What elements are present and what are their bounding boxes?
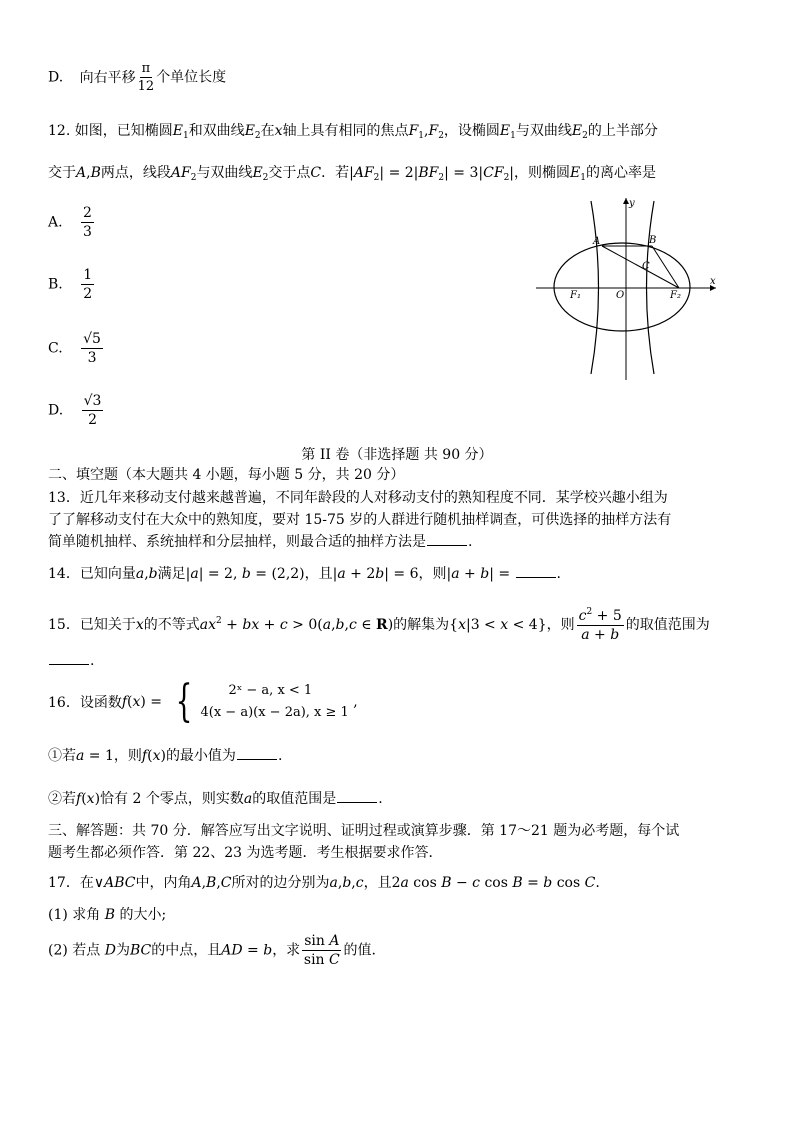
q15-blank: . <box>48 652 94 669</box>
label-x: x <box>710 276 716 287</box>
q16-sub1: ①若a = 1，则f(x)的最小值为 . <box>48 748 283 764</box>
label-a: A <box>593 236 601 247</box>
label-y: y <box>629 198 635 209</box>
q12-option-d: D. $\frac{√3}{2}$ <box>48 393 102 428</box>
answer-blank <box>516 565 556 578</box>
q11-option-d: D. 向右平移 $\frac{\pi}{12}$ 个单位长度 <box>48 61 227 94</box>
fraction: $\frac{c^2 + 5}{a + b}$ <box>578 607 622 643</box>
label-f1: F₁ <box>570 290 581 301</box>
label-o: O <box>616 290 625 301</box>
segment-af2 <box>602 246 679 288</box>
q17-sub2: (2) 若点 D为BC的中点，且AD = b，求 $\frac{\text{sin A}}{\text{sin C}}$ 的值. <box>48 933 376 968</box>
fraction: $\frac{\text{sin A}}{\text{sin C}}$ <box>303 933 340 968</box>
section2-heading: 二、填空题（本大题共 4 小题，每小题 5 分，共 20 分） <box>48 467 405 483</box>
fraction: $\frac{2}{3}$ <box>83 205 92 240</box>
ellipse-hyperbola-figure <box>536 196 720 380</box>
answer-blank <box>337 790 377 803</box>
fraction: $\frac{√5}{3}$ <box>83 331 101 366</box>
q12-option-a: A. $\frac{2}{3}$ <box>48 205 92 240</box>
q12-line2: 交于A,B两点，线段$AF_2$与双曲线$E_2$交于点C．若$|AF_2| = 2|BF_2| = 3|CF_2|$，则椭圆$E_1$的离心率是 <box>48 165 656 183</box>
q13-line2: 了了解移动支付在大众中的熟知度，要对 15-75 岁的人群进行随机抽样调查，可供选择的抽样方法有 <box>48 512 672 528</box>
answer-blank <box>237 747 277 760</box>
fraction: $\frac{\pi}{12}$ <box>137 61 155 94</box>
section3-line1: 三、解答题：共 70 分．解答应写出文字说明、证明过程或演算步骤．第 17～21 题为必考题，每个试 <box>48 823 680 839</box>
section3-line2: 题考生都必须作答．第 22、23 为选考题．考生根据要求作答． <box>48 845 443 861</box>
q13-line3: 简单随机抽样、系统抽样和分层抽样，则最合适的抽样方法是 . <box>48 534 473 550</box>
q17-sub1: (1) 求角 B 的大小; <box>48 907 167 923</box>
q15: 15．已知关于x的不等式$ax^2$ + bx + c > 0(a,b,c ∈ R)的解集为{x|3 < x < 4}，则 $\frac{c^2 + 5}{a + b}$ 的取值范围为 <box>48 607 710 643</box>
section2-title: 第 II 卷（非选择题 共 90 分） <box>301 447 493 463</box>
label-f2: F₂ <box>670 290 681 301</box>
label-b: B <box>649 235 657 246</box>
ellipse <box>554 243 690 331</box>
fraction: $\frac{√3}{2}$ <box>83 393 102 428</box>
answer-blank <box>427 533 467 546</box>
q13-line1: 13．近几年来移动支付越来越普遍，不同年龄段的人对移动支付的熟知程度不同．某学校兴趣小组为 <box>48 490 668 506</box>
q16: 16．设函数f(x) = { 2ˣ − a, x < 1 4(x − a)(x − 2a), x ≥ 1 , <box>48 676 358 727</box>
segment-bf2 <box>652 246 679 288</box>
label-c: C <box>642 261 650 272</box>
q16-sub2: ②若f(x)恰有 2 个零点，则实数a的取值范围是 . <box>48 791 383 807</box>
q14: 14．已知向量a,b满足|a| = 2, b = (2,2)，且|a + 2b| = 6，则|a + b| = . <box>48 566 561 582</box>
answer-blank <box>49 652 89 665</box>
q12-line1: 12. 如图，已知椭圆$E_1$和双曲线$E_2$在x轴上具有相同的焦点$F_1,F_2$，设椭圆$E_1$与双曲线$E_2$的上半部分 <box>48 123 658 141</box>
q12-option-c: C. $\frac{√5}{3}$ <box>48 331 101 366</box>
q12-option-b: B. $\frac{1}{2}$ <box>48 267 93 302</box>
q17: 17．在∨ABC中，内角A,B,C所对的边分别为a,b,c，且2a cos B − c cos B = b cos C. <box>48 875 600 891</box>
fraction: $\frac{1}{2}$ <box>83 267 93 302</box>
